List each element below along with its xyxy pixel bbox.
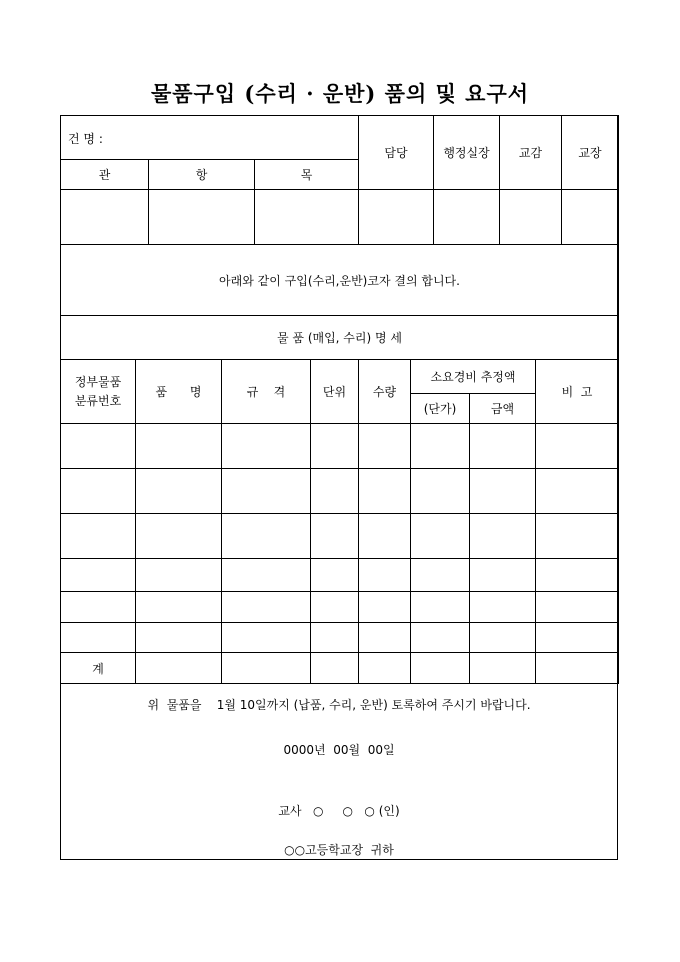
budget-mok-label: 목 [255,160,359,190]
amount-header: 금액 [470,394,536,424]
table-row [61,424,619,469]
table-row [61,514,619,559]
approval-vice-principal-label: 교감 [500,116,562,190]
approval-admin-chief-stamp[interactable] [434,190,500,245]
unit-price-header: (단가) [411,394,470,424]
request-text: 위 물품을 1월 10일까지 (납품, 수리, 운반) 토록하여 주시기 바랍니다. [147,698,531,712]
approval-admin-chief-label: 행정실장 [434,116,500,190]
budget-gwan-label: 관 [61,160,149,190]
approval-staff-label: 담당 [359,116,434,190]
approval-staff-stamp[interactable] [359,190,434,245]
budget-hang-label: 항 [149,160,255,190]
items-table [60,359,619,684]
approval-principal-label: 교장 [562,116,619,190]
table-row [61,623,619,653]
date-text: 0000년 00월 00일 [283,743,395,757]
details-section-title: 물 품 (매입, 수리) 명 세 [61,316,619,360]
classification-number-header [61,360,136,424]
footer-block [61,684,618,860]
budget-hang-value[interactable] [149,190,255,245]
form-frame [60,115,618,860]
classification-number-header-line1: 정부물품 [74,374,122,389]
recipient-text: ○○고등학교장 귀하 [284,843,394,857]
spec-header: 규 격 [222,360,311,424]
total-label: 계 [61,653,136,684]
case-name-field[interactable]: 건 명 : [61,116,359,160]
approval-vice-principal-stamp[interactable] [500,190,562,245]
item-name-header: 품 명 [136,360,222,424]
header-table [60,115,619,360]
signer-text: 교사 ○ ○ ○ (인) [278,804,400,818]
footer-table [60,683,618,860]
unit-header: 단위 [311,360,359,424]
table-row [61,592,619,623]
budget-mok-value[interactable] [255,190,359,245]
estimated-cost-header: 소요경비 추정액 [411,360,536,394]
budget-gwan-value[interactable] [61,190,149,245]
quantity-header: 수량 [359,360,411,424]
table-row [61,469,619,514]
table-row [61,559,619,592]
approval-principal-stamp[interactable] [562,190,619,245]
remarks-header: 비 고 [536,360,619,424]
classification-number-header-line2: 분류번호 [74,393,122,408]
document-title: 물품구입 (수리 · 운반) 품의 및 요구서 [150,81,530,106]
statement-text: 아래와 같이 구입(수리,운반)코자 결의 합니다. [61,245,619,316]
total-row [61,653,619,684]
